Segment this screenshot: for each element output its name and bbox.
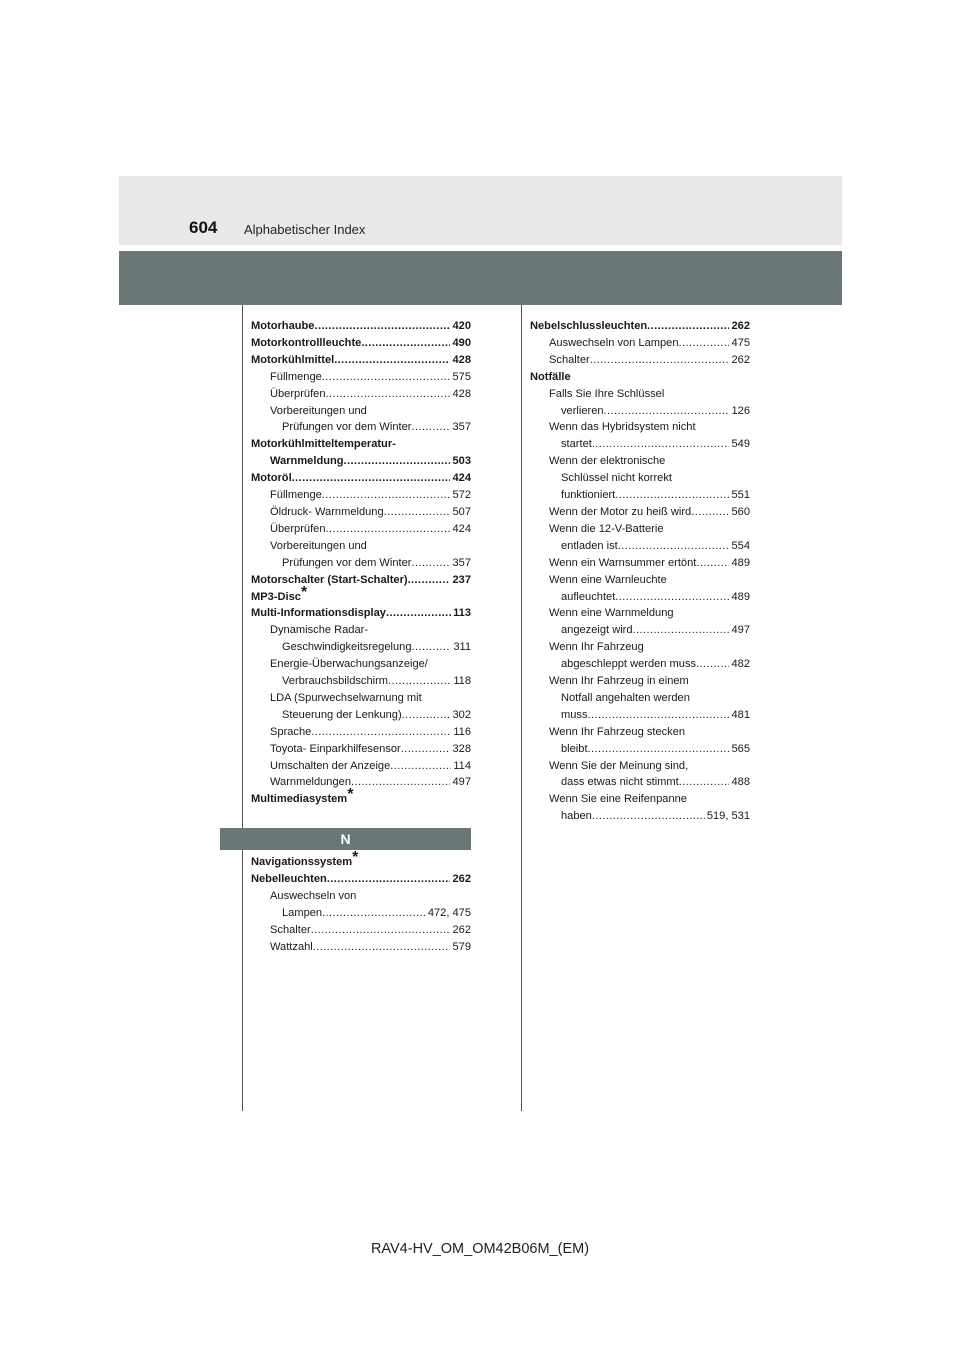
index-entry [530, 352, 750, 369]
index-entry [530, 555, 750, 572]
index-entry [530, 403, 750, 420]
index-entry [251, 707, 471, 724]
entry-term: Sprache [270, 725, 312, 738]
index-entry [530, 774, 750, 791]
entry-term: Wenn eine Warnleuchte [549, 573, 667, 586]
index-entry [251, 470, 471, 487]
index-entry [251, 690, 471, 707]
entry-term: angezeigt wird [561, 624, 633, 637]
entry-term: Überprüfen [270, 387, 326, 400]
header-top-bar [119, 176, 842, 245]
dot-leader [412, 639, 452, 656]
index-entry [251, 572, 471, 589]
entry-page: 302 [452, 708, 471, 721]
index-entry [251, 741, 471, 758]
footnote-star: * [300, 583, 308, 601]
dot-leader [327, 871, 451, 888]
entry-term: Wenn eine Warnmeldung [549, 607, 674, 620]
entry-term: Wattzahl [270, 940, 313, 953]
entry-term: LDA (Spurwechselwarnung mit [270, 691, 422, 704]
entry-term: Schalter [270, 923, 311, 936]
entry-term: Motorhaube [251, 320, 315, 332]
entry-term: Warnmeldung [270, 455, 344, 468]
dot-leader [412, 555, 451, 572]
dot-leader [588, 707, 730, 724]
entry-page: 575 [452, 370, 471, 383]
index-entry [530, 758, 750, 775]
entry-term: Wenn die 12-V-Batterie [549, 522, 664, 535]
index-entry [530, 690, 750, 707]
entry-term: aufleuchtet [561, 590, 616, 603]
entry-term: Überprüfen [270, 522, 326, 535]
dot-leader [386, 605, 451, 622]
entry-page: 126 [731, 404, 750, 417]
entry-term: Multimediasystem [251, 793, 348, 806]
dot-leader [311, 724, 451, 741]
entry-page: 116 [453, 725, 471, 738]
entry-term: Schalter [549, 353, 590, 366]
dot-leader [388, 673, 451, 690]
index-entry [251, 622, 471, 639]
dot-leader [322, 487, 451, 504]
entry-page: 428 [452, 353, 471, 366]
entry-term: Energie-Überwachungsanzeige/ [270, 658, 428, 671]
entry-page: 424 [452, 522, 471, 535]
entry-page: 428 [452, 387, 471, 400]
index-entry [251, 939, 471, 956]
index-column-right [530, 318, 750, 825]
dot-leader [691, 504, 729, 521]
header-band [119, 251, 842, 305]
entry-page: 497 [731, 624, 750, 637]
index-entry [530, 369, 750, 386]
dot-leader [633, 622, 730, 639]
entry-page: 472, 475 [427, 906, 471, 919]
letter-section-heading: N [220, 828, 471, 850]
entry-page: 560 [731, 505, 750, 518]
entry-page: 237 [452, 573, 471, 586]
page-number: 604 [189, 218, 218, 237]
entry-term: Öldruck- Warnmeldung [270, 505, 384, 518]
dot-leader [326, 386, 451, 403]
entry-term: Füllmenge [270, 370, 322, 383]
entry-term: Notfälle [530, 370, 571, 383]
entry-term: Umschalten der Anzeige [270, 759, 391, 772]
right-column-divider [521, 305, 522, 1111]
index-column-left-m [251, 318, 471, 808]
entry-term: entladen ist [561, 539, 618, 552]
dot-leader [351, 774, 450, 791]
footnote-star: * [347, 786, 354, 804]
entry-term: Wenn Sie der Meinung sind, [549, 759, 689, 772]
index-entry [530, 808, 750, 825]
dot-leader [292, 470, 451, 487]
index-entry [530, 791, 750, 808]
dot-leader [384, 504, 451, 521]
index-entry [251, 521, 471, 538]
entry-term: Nebelleuchten [251, 872, 327, 885]
entry-page: 507 [452, 505, 471, 518]
left-column-divider [242, 305, 243, 1111]
dot-leader [313, 939, 451, 956]
index-entry [530, 707, 750, 724]
entry-term: Prüfungen vor dem Winter [282, 421, 412, 434]
index-entry [530, 521, 750, 538]
dot-leader [402, 707, 451, 724]
entry-page: 118 [453, 675, 471, 688]
entry-term: Prüfungen vor dem Winter [282, 556, 412, 569]
index-entry [251, 504, 471, 521]
entry-term: Multi-Informationsdisplay [251, 607, 386, 620]
index-entry [251, 905, 471, 922]
dot-leader [314, 318, 450, 335]
entry-term: startet [561, 438, 592, 451]
entry-page: 311 [453, 641, 471, 654]
entry-term: Geschwindigkeitsregelung [282, 641, 412, 654]
entry-term: Auswechseln von [270, 889, 357, 902]
entry-page: 490 [452, 336, 471, 349]
dot-leader [604, 403, 730, 420]
index-entry [530, 504, 750, 521]
index-entry [530, 724, 750, 741]
index-entry [530, 453, 750, 470]
entry-page: 497 [452, 776, 471, 789]
entry-term: verlieren [561, 404, 604, 417]
entry-term: Motorkühlmitteltemperatur- [251, 438, 396, 451]
entry-page: 554 [731, 539, 750, 552]
document-code: RAV4-HV_OM_OM42B06M_(EM) [370, 1241, 590, 1257]
dot-leader [679, 774, 730, 791]
entry-page: 113 [453, 607, 471, 620]
dot-leader [322, 905, 426, 922]
index-entry [251, 786, 471, 808]
index-entry [530, 419, 750, 436]
entry-term: Wenn ein Warnsummer ertönt [549, 556, 697, 569]
entry-page: 262 [452, 923, 471, 936]
index-entry [251, 639, 471, 656]
index-entry [530, 335, 750, 352]
entry-term: Wenn das Hybridsystem nicht [549, 421, 696, 434]
index-entry [251, 849, 471, 871]
index-entry [530, 436, 750, 453]
entry-term: Falls Sie Ihre Schlüssel [549, 387, 665, 400]
index-entry [530, 673, 750, 690]
index-entry [530, 538, 750, 555]
entry-term: Warnmeldungen [270, 776, 351, 789]
index-entry [530, 386, 750, 403]
entry-page: 572 [452, 489, 471, 502]
entry-term: Motorschalter (Start-Schalter) [251, 573, 408, 586]
index-entry [530, 622, 750, 639]
index-entry [251, 352, 471, 369]
index-entry [251, 656, 471, 673]
entry-term: Wenn der Motor zu heiß wird [549, 505, 692, 518]
entry-page: 565 [731, 742, 750, 755]
entry-term: MP3-Disc [251, 590, 301, 603]
index-entry [251, 871, 471, 888]
dot-leader [344, 453, 451, 470]
entry-page: 114 [453, 759, 471, 772]
index-entry [530, 656, 750, 673]
entry-page: 357 [452, 556, 471, 569]
index-entry [530, 487, 750, 504]
index-entry [251, 369, 471, 386]
entry-term: dass etwas nicht stimmt [561, 776, 679, 789]
entry-term: Wenn Ihr Fahrzeug [549, 641, 644, 654]
entry-page: 488 [731, 776, 750, 789]
index-entry [530, 589, 750, 606]
entry-term: Vorbereitungen und [270, 539, 367, 552]
entry-term: Füllmenge [270, 489, 322, 502]
entry-term: Wenn Ihr Fahrzeug in einem [549, 675, 689, 688]
dot-leader [311, 922, 451, 939]
index-entry [251, 436, 471, 453]
dot-leader [592, 808, 705, 825]
dot-leader [322, 369, 451, 386]
entry-term: Toyota- Einparkhilfesensor [270, 742, 401, 755]
index-entry [530, 741, 750, 758]
index-entry [251, 922, 471, 939]
index-entry [251, 419, 471, 436]
entry-page: 262 [731, 353, 750, 366]
dot-leader [679, 335, 730, 352]
section-title: Alphabetischer Index [244, 222, 366, 237]
dot-leader [615, 589, 729, 606]
index-entry [251, 724, 471, 741]
index-entry [251, 487, 471, 504]
entry-page: 579 [452, 940, 471, 953]
index-column-left-n [251, 849, 471, 955]
index-entry [251, 335, 471, 352]
entry-term: Nebelschlussleuchten [530, 320, 648, 332]
entry-page: 489 [731, 556, 750, 569]
entry-page: 551 [731, 489, 750, 502]
entry-term: bleibt [561, 742, 588, 755]
dot-leader [588, 741, 730, 758]
index-entry [251, 583, 471, 606]
index-entry [530, 639, 750, 656]
dot-leader [618, 538, 730, 555]
entry-term: Notfall angehalten werden [561, 691, 690, 704]
dot-leader [592, 436, 730, 453]
entry-page: 549 [731, 438, 750, 451]
dot-leader [615, 487, 729, 504]
index-entry [251, 774, 471, 791]
entry-page: 424 [452, 472, 471, 485]
index-entry [530, 470, 750, 487]
dot-leader [401, 741, 451, 758]
entry-term: Schlüssel nicht korrekt [561, 472, 672, 485]
dot-leader [647, 318, 729, 335]
dot-leader [334, 352, 450, 369]
entry-page: 262 [452, 872, 471, 885]
entry-page: 489 [731, 590, 750, 603]
index-entry [251, 538, 471, 555]
entry-term: Wenn Ihr Fahrzeug stecken [549, 725, 686, 738]
entry-term: Vorbereitungen und [270, 404, 367, 417]
index-entry [251, 318, 471, 335]
entry-term: haben [561, 810, 592, 823]
dot-leader [590, 352, 730, 369]
entry-term: Wenn der elektronische [549, 455, 666, 468]
entry-page: 503 [452, 455, 471, 468]
index-entry [530, 605, 750, 622]
dot-leader [696, 656, 729, 673]
entry-page: 262 [731, 320, 750, 332]
entry-term: Motoröl [251, 472, 292, 485]
entry-term: Motorkühlmittel [251, 353, 335, 366]
index-entry [251, 555, 471, 572]
footnote-star: * [352, 849, 359, 866]
entry-term: Lampen [282, 906, 323, 919]
entry-page: 475 [731, 336, 750, 349]
dot-leader [408, 572, 451, 589]
entry-term: Steuerung der Lenkung) [282, 708, 402, 721]
index-entry [251, 403, 471, 420]
entry-term: abgeschleppt werden muss [561, 658, 697, 671]
entry-term: funktioniert [561, 489, 616, 502]
entry-term: Auswechseln von Lampen [549, 336, 679, 349]
entry-page: 482 [731, 658, 750, 671]
entry-page: 328 [452, 742, 471, 755]
index-entry [251, 888, 471, 905]
entry-term: Dynamische Radar- [270, 624, 369, 637]
index-entry [251, 673, 471, 690]
index-entry [251, 386, 471, 403]
index-entry [530, 572, 750, 589]
dot-leader [326, 521, 451, 538]
dot-leader [390, 758, 451, 775]
entry-page: 481 [731, 708, 750, 721]
index-entry [530, 318, 750, 335]
entry-term: muss [561, 708, 588, 721]
entry-term: Verbrauchsbildschirm [282, 675, 389, 688]
entry-term: Navigationssystem [251, 856, 353, 868]
index-entry [251, 605, 471, 622]
entry-term: Wenn Sie eine Reifenpanne [549, 793, 687, 806]
entry-page: 519, 531 [706, 810, 750, 823]
entry-page: 420 [452, 320, 471, 332]
dot-leader [696, 555, 729, 572]
dot-leader [361, 335, 450, 352]
entry-term: Motorkontrollleuchte [251, 336, 362, 349]
entry-page: 357 [452, 421, 471, 434]
index-entry [251, 453, 471, 470]
index-entry [251, 758, 471, 775]
dot-leader [412, 419, 451, 436]
